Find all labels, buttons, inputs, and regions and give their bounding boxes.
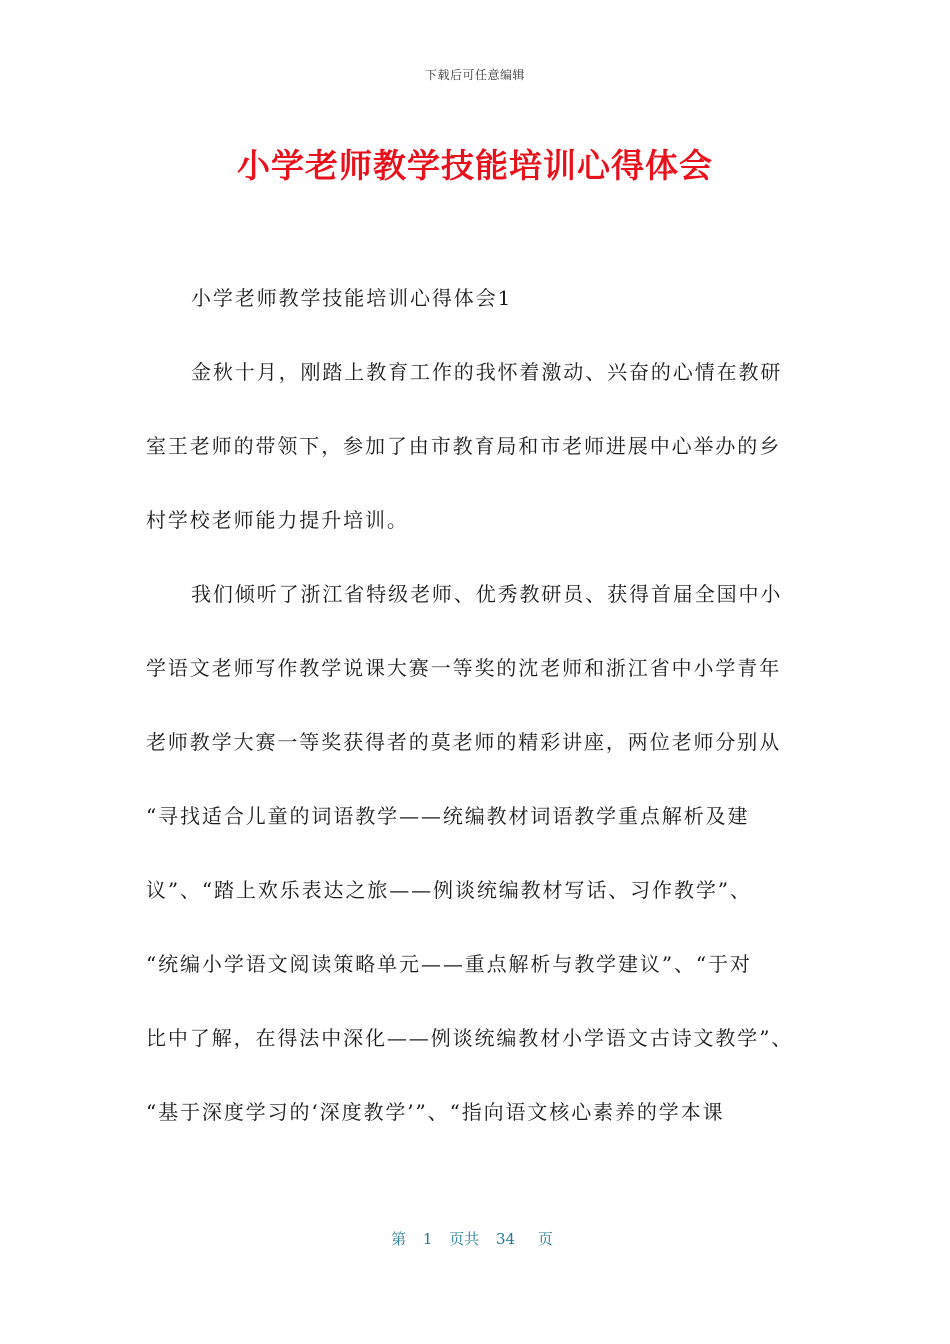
paragraph-line: “寻找适合儿童的词语教学——统编教材词语教学重点解析及建: [146, 804, 750, 828]
footer-total-pages: 34: [496, 1230, 516, 1248]
document-title: 小学老师教学技能培训心得体会: [237, 146, 713, 185]
page-footer: [0, 1228, 950, 1249]
paragraph-line: 学语文老师写作教学说课大赛一等奖的沈老师和浙江省中小学青年: [146, 656, 782, 680]
paragraph-line: 议”、“踏上欢乐表达之旅——例谈统编教材写话、习作教学”、: [146, 878, 752, 902]
paragraph-line: 比中了解，在得法中深化——例谈统编教材小学语文古诗文教学”、: [146, 1026, 794, 1050]
paragraph-line: 我们倾听了浙江省特级老师、优秀教研员、获得首届全国中小: [191, 582, 783, 606]
footer-suffix: 页: [537, 1230, 553, 1248]
paragraph-line: 金秋十月，刚踏上教育工作的我怀着激动、兴奋的心情在教研: [191, 360, 783, 384]
footer-middle: 页共: [449, 1230, 480, 1248]
section-heading: 小学老师教学技能培训心得体会1: [191, 286, 513, 310]
paragraph-line: “统编小学语文阅读策略单元——重点解析与教学建议”、“于对: [146, 952, 752, 976]
header-note: 下载后可任意编辑: [424, 68, 525, 82]
paragraph-line: “基于深度学习的‘深度教学’”、“指向语文核心素养的学本课: [146, 1100, 725, 1124]
paragraph-line: 老师教学大赛一等奖获得者的莫老师的精彩讲座，两位老师分别从: [146, 730, 782, 754]
paragraph-line: 室王老师的带领下，参加了由市教育局和市老师进展中心举办的乡: [146, 434, 782, 458]
footer-page-number: 1: [422, 1230, 433, 1248]
paragraph-line: 村学校老师能力提升培训。: [146, 508, 409, 532]
footer-prefix: 第: [391, 1230, 407, 1248]
